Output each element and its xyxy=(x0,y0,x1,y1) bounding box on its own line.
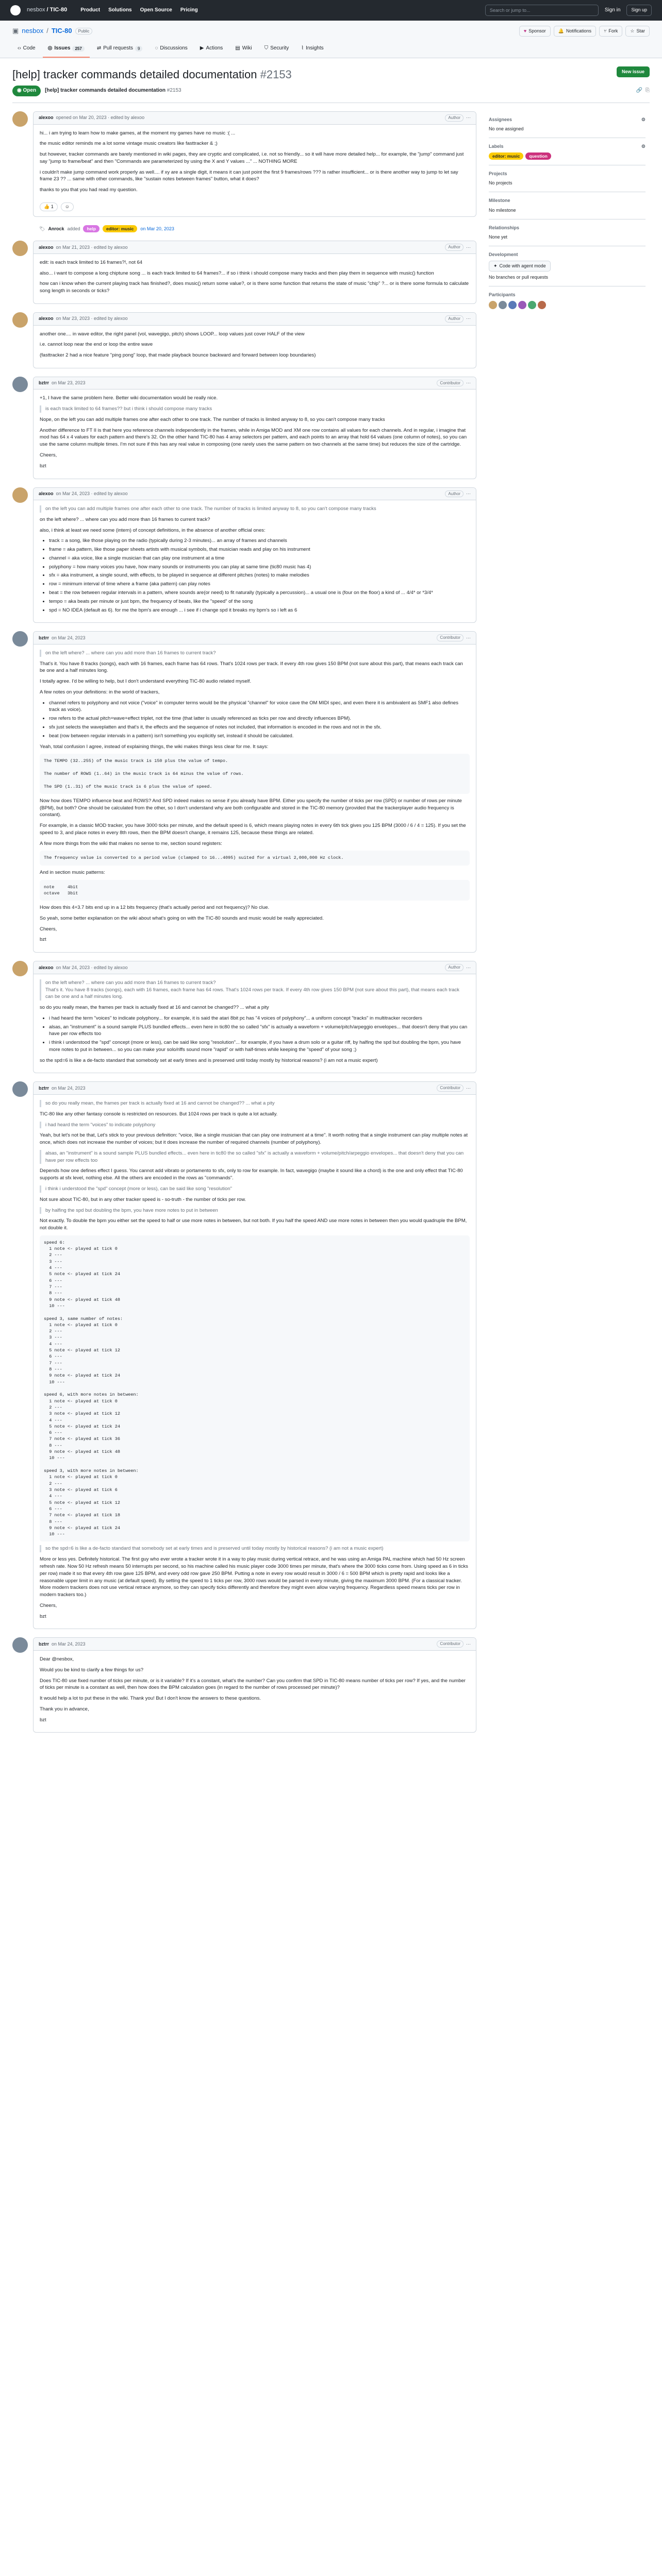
comment-author[interactable]: bztrr xyxy=(39,635,49,640)
comment-paragraph: thanks to you that you had read my question. xyxy=(40,187,138,193)
comment-body xyxy=(34,974,476,1073)
pull-request-icon: ⇄ xyxy=(96,45,102,52)
comment-paragraph: A few more things from the wiki that makes no sense to me, section sound registers: xyxy=(40,840,222,846)
comment-paragraph: +1, I have the same problem here. Better wiki documentation would be really nice. xyxy=(40,395,218,401)
comment-body xyxy=(34,1651,476,1732)
new-issue-button[interactable]: New issue xyxy=(617,66,650,77)
bell-icon: 🔔 xyxy=(558,28,564,33)
event-date[interactable]: on Mar 20, 2023 xyxy=(140,226,174,231)
participant-avatar[interactable] xyxy=(489,301,497,309)
quote-block: i had heard the term "voices" to indicate polyphony xyxy=(40,1122,470,1129)
code-block: speed 6: 1 note <- played at tick 0 2 --- 3 --- 4 --- 5 note <- played at tick 24 6 --- 7 --- 8 --- 9 note <- played at tick 48 10 --- speed 3, same number of notes: 1 note <- played at tick 0 2 --- 3 --- 4 --- 5 note <- played at tick 12 6 --- 7 --- 8 --- 9 note <- played at tick 24 10 --- speed 6, with more notes in between: 1 note <- played at tick 0 2 --- 3 note <- played at tick 12 4 --- 5 note <- played at tick 24 6 --- 7 note <- played at tick 36 8 --- 9 note <- played at tick 48 10 --- speed 3, with more notes in between: 1 note <- played at tick 0 2 --- 3 note <- played at tick 6 4 --- 5 note <- played at tick 12 6 --- 7 note <- played at tick 18 8 --- 9 note <- played at tick 24 10 --- xyxy=(40,1235,470,1542)
top-nav xyxy=(80,7,198,14)
avatar[interactable] xyxy=(12,631,28,647)
comment-paragraph: so the spd=6 is like a de-facto standard that somebody set at early times and is preserved until today mostly by historical reasons? (i am not a music expert) xyxy=(40,1057,378,1063)
sidebar-projects: Projects No projects xyxy=(489,165,646,192)
label-help[interactable]: help xyxy=(83,225,99,232)
global-header xyxy=(0,0,662,21)
repo-header: ▣ nesbox / TIC-80 Public ♥ Sponsor 🔔 Notifications ⑂ Fork ☆ Star ‹› Code ◎ Issues 257 ⇄ Pull requests 9 ◌ Discussions ▶ Actions ▤ Wiki ⛉ Security ⌇ Insights xyxy=(0,21,662,58)
tab-security[interactable]: ⛉ Security xyxy=(259,42,294,58)
comment-paragraph: It would help a lot to put these in the wiki. Thank you! But I don't know the answers to these questions. xyxy=(40,1696,261,1702)
avatar[interactable] xyxy=(12,487,28,503)
quote-block: is each track limited to 64 frames?? but i think i should compose many tracks xyxy=(40,405,470,413)
issue-title: [help] tracker commands detailed documentation #2153 xyxy=(12,67,292,81)
comment xyxy=(12,241,476,304)
copy-icon[interactable]: ⎘ xyxy=(646,88,650,94)
notes-list xyxy=(49,700,470,740)
comment-paragraph: Thank you in advance, xyxy=(40,1706,89,1712)
list-item: • track = a song, like those playing on the radio (typically during 2-3 minutes)... an array of frames and channels xyxy=(49,537,470,545)
comment-paragraph: Yeah, but let's not be that, Let's stick to your previous definition: "voice, like a single musician that can play one instrument at a time". It worth noting that a single instrument can play multiple notes at once, which does not increase the number of voices; but it does increase the number of required channels (number of polyphony). xyxy=(40,1132,468,1146)
add-reaction-icon[interactable]: ☺ xyxy=(61,202,74,211)
issue-subtitle: [help] tracker commands detailed documentation #2153 xyxy=(45,88,181,94)
participant-avatar[interactable] xyxy=(518,301,526,309)
issue-title-area xyxy=(0,58,662,103)
comment-paragraph: I totally agree. I'd be willing to help, but I don't understand everything TIC-80 audio related myself. xyxy=(40,679,252,685)
comment-paragraph: also, i think at least we need some (intern) of concept definitions, in the absence of another official ones: xyxy=(40,527,266,533)
tab-insights[interactable]: ⌇ Insights xyxy=(296,42,328,58)
comment-meta: on Mar 24, 2023 · edited by alexoo xyxy=(56,964,128,970)
list-item: • row = minimum interval of time where a frame (aka pattern) can play notes xyxy=(49,581,470,588)
list-item: • spd = NO IDEA (default as 6). for me the bpm's are enough ... i see if i change spd it breaks my bpm's so i left as 6 xyxy=(49,607,470,614)
list-item: • tempo = aka beats per minute or just bpm, the frequency of beats, like the "speed" of the song xyxy=(49,598,470,605)
comment-paragraph: (fasttracker 2 had a nice feature "ping pong" loop, that made playback bounce backward and forward between loop boundaries) xyxy=(40,352,316,359)
kebab-menu-icon[interactable]: ⋯ xyxy=(466,380,471,386)
comment xyxy=(12,377,476,479)
heart-icon: ♥ xyxy=(523,28,527,33)
timeline xyxy=(12,111,476,1741)
comment-meta: on Mar 23, 2023 xyxy=(52,380,86,386)
nav-solutions[interactable]: Solutions xyxy=(108,7,132,13)
avatar[interactable] xyxy=(12,961,28,976)
comment-author[interactable]: bztrr xyxy=(39,1641,49,1647)
comment-paragraph: Nope, on the left you can add multiple frames one after each other to one track. The number of tracks is limited anyway to 8, so you can't compose many tracks xyxy=(40,416,385,422)
list-item: • channel refers to polyphony and not voice ("voice" in computer terms would be the physical "channel" for voice cave the OM MIDI spec, and even there it is ambivalent as SMF1 also defines track as voice). xyxy=(49,700,470,714)
code-with-agent-button[interactable]: ✦ Code with agent mode xyxy=(489,261,551,272)
quote-block: by halfing the spd but doubling the bpm, you have more notes to put in between xyxy=(40,1207,470,1214)
comment-paragraph: And in section music patterns: xyxy=(40,869,105,875)
reaction-thumbs-up[interactable]: 👍 1 xyxy=(40,202,58,211)
label-editor-music[interactable]: editor: music xyxy=(103,225,137,232)
comment-paragraph: A few notes on your definitions: in the world of trackers, xyxy=(40,689,160,695)
comment-paragraph: on the left where? ... where can you add more than 16 frames to current track? xyxy=(40,516,210,522)
event-actor[interactable]: Anrock xyxy=(48,226,64,231)
quote-block: so the spd=6 is like a de-facto standard that somebody set at early times and is preserved until today mostly by historical reasons? (i am not a music expert) xyxy=(40,1545,470,1552)
sponsor-button[interactable]: ♥ Sponsor xyxy=(519,26,551,37)
quote-block: alsas, an "instrument" is a sound sample PLUS bundled effects... even here in tic80 the so called "sfx" is actually a waveform + volume/pitch/arpeggio envelopes... that doesn't deny that you can have per row effects too xyxy=(40,1150,470,1164)
nav-product[interactable]: Product xyxy=(80,7,101,13)
repo-icon: ▣ xyxy=(12,27,19,35)
shield-icon: ⛉ xyxy=(264,45,269,52)
tab-discussions[interactable]: ◌ Discussions xyxy=(150,42,192,58)
link-icon[interactable]: 🔗 xyxy=(636,88,642,94)
agent-icon: ✦ xyxy=(493,263,498,268)
avatar[interactable] xyxy=(12,312,28,328)
comment-paragraph: bzt xyxy=(40,1717,46,1723)
quote-block: i think i understood the "spd" concept (more or less), can be said like song "resolution" xyxy=(40,1185,470,1193)
star-button[interactable]: ☆ Star xyxy=(625,26,650,37)
kebab-menu-icon[interactable]: ⋯ xyxy=(466,244,471,250)
comment xyxy=(12,1081,476,1629)
quote-block: on the left you can add multiple frames one after each other to one track. The number of tracks is limited anyway to 8, so you can't compose many tracks xyxy=(40,505,470,513)
participant-avatar[interactable] xyxy=(538,301,546,309)
comment-paragraph: Depends how one defines effect I guess. You cannot add vibrato or portamento to sfx, only to row for example. In fact, wavegigo (maybe it sound like a chord) is the one and only effect that TIC-80 supports at sfx level, nothing else. All the others are encoded in the rows as "commands". xyxy=(40,1168,463,1181)
quote-block: so do you really mean, the frames per track is actually fixed at 16 and cannot be changed?? ... what a pity xyxy=(40,1100,470,1107)
star-icon: ☆ xyxy=(630,28,635,33)
comment-meta: opened on Mar 20, 2023 · edited by alexoo xyxy=(56,115,145,121)
tab-issues[interactable]: ◎ Issues 257 xyxy=(43,42,90,58)
list-item: • i think i understood the "spd" concept (more or less), can be said like song "resolution"... for example, if you have a drum solo or a guitar riff, by halfing the spd but doubling the bpm, you have more notes to put in between... so you can make your solo/riffs sound more "rapid" or with half-times while keeping the "speed" of your song ;) xyxy=(49,1039,470,1054)
comment-author[interactable]: alexoo xyxy=(39,964,54,970)
kebab-menu-icon[interactable]: ⋯ xyxy=(466,1085,471,1091)
comment-author[interactable]: alexoo xyxy=(39,490,54,496)
comment xyxy=(12,1637,476,1733)
comment-body xyxy=(34,254,476,303)
issue-open-icon: ◉ xyxy=(17,88,23,94)
comment-paragraph: how can i know when the current playing track has finished?, does music() return some value?, or is there some function that returns the state of music "chip" ?... or is there some formula to calculate song length in seconds or ticks? xyxy=(40,281,469,294)
kebab-menu-icon[interactable]: ⋯ xyxy=(466,316,471,321)
comment-body xyxy=(34,645,476,952)
label-question[interactable]: question xyxy=(525,152,551,160)
comment-body xyxy=(34,326,476,368)
owner-link[interactable]: nesbox xyxy=(27,7,45,13)
comment-paragraph: Would you be kind to clarify a few things for us? xyxy=(40,1667,144,1673)
issue-state-badge: ◉ Open xyxy=(12,86,41,96)
quote-block: on the left where? ... where can you add more than 16 frames to current track? That's it. You have 8 tracks (songs), each with 16 frames, each frame has 64 rows. That's 1024 rows per track. If every 4th row gives 150 BPM (not sure about this part), that means each track can be one and a half minutes long. xyxy=(40,979,470,1001)
list-item: • channel = aka voice, like a single musician that can play one instrument at a time xyxy=(49,555,470,562)
comment-author[interactable]: alexoo xyxy=(39,244,54,250)
comment-author[interactable]: alexoo xyxy=(39,115,54,121)
discussion-icon: ◌ xyxy=(155,45,158,52)
label-editor-music[interactable]: editor: music xyxy=(489,152,523,160)
participant-avatar[interactable] xyxy=(508,301,517,309)
comment xyxy=(12,111,476,217)
list-item: • row refers to the actual pitch+wave+effect triplet, not the time (that latter is usually referenced as ticks per row and directly influences BPM). xyxy=(49,715,470,722)
notifications-button[interactable]: 🔔 Notifications xyxy=(554,26,596,37)
nav-open-source[interactable]: Open Source xyxy=(140,7,172,13)
comment-body xyxy=(34,125,476,202)
issues-count: 257 xyxy=(72,46,84,52)
repo-owner-link[interactable]: nesbox xyxy=(22,27,44,35)
play-icon: ▶ xyxy=(200,45,204,52)
definition-list xyxy=(49,537,470,614)
comment xyxy=(12,961,476,1073)
repo-link[interactable]: TIC-80 xyxy=(49,7,68,13)
comment-paragraph: also... i want to compose a long chiptune song ... is each track limited to 64 frames?... if so i think i should compose many tracks and then play them in sequence with music() function xyxy=(40,270,434,276)
comment-paragraph: Not sure about TIC-80, but in any other tracker speed is - so-truth - the number of ticks per row. xyxy=(40,1196,246,1202)
comment-meta: on Mar 21, 2023 · edited by alexoo xyxy=(56,244,128,250)
reply-list xyxy=(49,1015,470,1054)
kebab-menu-icon[interactable]: ⋯ xyxy=(466,1641,471,1647)
comment-paragraph: That's it. You have 8 tracks (songs), each with 16 frames, each frame has 64 rows. That's 1024 rows per track. If every 4th row gives 150 BPM (not sure about this part), that means each track can be one and a half minutes long. xyxy=(40,660,463,674)
comment-paragraph: bzt xyxy=(40,937,46,943)
sidebar-participants: Participants xyxy=(489,286,646,314)
issue-icon: ◎ xyxy=(47,45,53,52)
tab-actions[interactable]: ▶ Actions xyxy=(195,42,228,58)
comment-paragraph: i couldn't make jump command work properly as well.... if xy are a single digit, it means it can just point the first 9 frames/rows ??? is rather insufficient... or is there another way to jump to let say frame 23 ?? ... same with other commands, like "sustain notes between frames" button, what it does? xyxy=(40,169,458,182)
github-logo-icon[interactable] xyxy=(10,5,21,15)
comment-meta: on Mar 24, 2023 xyxy=(52,1085,86,1091)
kebab-menu-icon[interactable]: ⋯ xyxy=(466,490,471,496)
comment-paragraph: i.e. cannot loop near the end or loop the entire wave xyxy=(40,342,153,348)
comment-author[interactable]: bztrr xyxy=(39,380,49,386)
code-icon: ‹› xyxy=(18,45,21,52)
role-badge: Author xyxy=(445,244,464,251)
comment-paragraph: Yeah, total confusion I agree, instead of explaining things, the wiki makes things less clear for me. It says: xyxy=(40,743,269,750)
comment-author[interactable]: bztrr xyxy=(39,1085,49,1091)
list-item: • beat = the row between regular intervals in a pattern, where sounds are(or need) to fit naturally (typically a percussion)... a usual one is (four on the floor) a kind of ... 4/4* or *3/4* xyxy=(49,589,470,597)
role-badge: Contributor xyxy=(437,1084,464,1092)
comment-paragraph: So yeah, some better explanation on the wiki about what's going on with the TIC-80 sounds and music would be really appreciated. xyxy=(40,915,324,921)
avatar[interactable] xyxy=(12,111,28,127)
role-badge: Author xyxy=(445,114,464,122)
role-badge: Contributor xyxy=(437,1640,464,1648)
tag-icon: 🏷 xyxy=(39,226,45,231)
comment-paragraph: edit: is each track limited to 16 frames?!, not 64 xyxy=(40,259,143,265)
tab-wiki[interactable]: ▤ Wiki xyxy=(230,42,257,58)
comment-paragraph: another one.... in wave editor, the right panel (vol, wavegigo, pitch) shows LOOP... loop values just cover HALF of the view xyxy=(40,331,305,337)
list-item: • i had heard the term "voices" to indicate polyphony... for example, it is said the atari 8bit pc has "4 voices of polyphony"... a uniform concept "tracks" in multitracker recorders xyxy=(49,1015,470,1022)
repo-name-link[interactable]: TIC-80 xyxy=(51,27,72,35)
list-item: • beat (row between regular intervals in a pattern) isn't something you explicitly set, instead it should be calculated. xyxy=(49,733,470,740)
role-badge: Author xyxy=(445,490,464,498)
visibility-badge: Public xyxy=(75,28,93,35)
list-item: • sfx = aka instrument, a single sound, with effects, to be played in sequence at different pitches (notes) to make melodies xyxy=(49,572,470,579)
comment-meta: on Mar 24, 2023 xyxy=(52,635,86,640)
comment-meta: on Mar 23, 2023 · edited by alexoo xyxy=(56,316,128,321)
comment-paragraph: bzt xyxy=(40,463,46,469)
nav-pricing[interactable]: Pricing xyxy=(180,7,198,13)
avatar[interactable] xyxy=(12,1637,28,1653)
tab-pull-requests[interactable]: ⇄ Pull requests 9 xyxy=(92,42,148,58)
fork-icon: ⑂ xyxy=(604,28,607,33)
comment-meta: on Mar 24, 2023 xyxy=(52,1641,86,1647)
comment-meta: on Mar 24, 2023 · edited by alexoo xyxy=(56,490,128,496)
sidebar xyxy=(489,111,646,1741)
sidebar-development: Development ✦ Code with agent mode No branches or pull requests xyxy=(489,246,646,286)
comment-body xyxy=(34,1095,476,1629)
kebab-menu-icon[interactable]: ⋯ xyxy=(466,115,471,121)
code-block: note 4bit octave 3bit xyxy=(40,880,470,901)
avatar[interactable] xyxy=(12,377,28,392)
role-badge: Contributor xyxy=(437,634,464,641)
quote-block: on the left where? ... where can you add more than 16 frames to current track? xyxy=(40,650,470,657)
comment xyxy=(12,487,476,623)
list-item: • frame = aka pattern, like those paper sheets artists with musical symbols, that musician reads and play on his instrument xyxy=(49,546,470,553)
comment-paragraph: Not exactly. To double the bpm you either set the speed to half or use more notes in between, but not both. If you half the speed AND use more notes in between then you would quadruple the BPM, not double it. xyxy=(40,1218,467,1231)
sign-up-button[interactable]: Sign up xyxy=(626,5,652,15)
comment-body xyxy=(34,389,476,478)
fork-button[interactable]: ⑂ Fork xyxy=(599,26,622,37)
comment-paragraph: Does TIC-80 use fixed number of ticks per minute, or is it variable? If it's a constant, what's the number? Can you confirm that SPD in TIC-80 means number of ticks per row? If yes, and the number of ticks per minute is a constant as well, then how does the BPM calculation goes (in regard to the number of rows processed per minute)? xyxy=(40,1677,466,1691)
comment-paragraph: For example, in a classic MOD tracker, you have 3000 ticks per minute, and the default speed is 6, which means playing notes in every 6th tick gives you 125 BPM (3000 / 6 / 4 = 125). If you set the speed to 3, and place notes in every 8th rows, then the BPM doesn't change, it remains 125, because these things are related. xyxy=(40,823,466,836)
book-icon: ▤ xyxy=(235,45,240,52)
comment-paragraph: bzt xyxy=(40,1613,46,1619)
comment xyxy=(12,631,476,953)
comment-paragraph: Another difference to FT II is that here you reference channels independently in the frames, while in Amiga MOD and XM one row contains all values for each channels. And in regular, i imagine that mod has 64 x 4 values for each pattern and there's 32. On the other hand TIC-80 has 4 array selectors per pattern, and each points to an array that hold 64 values (one column of notes), so you can use the same column multiple times. I'm not sure if this has any real value in composing (one rarely uses the same pattern on two channels at the same time) but reduces the size of the cartridge. xyxy=(40,427,467,448)
comment-paragraph: so do you really mean, the frames per track is actually fixed at 16 and cannot be changed?? ... what a pity xyxy=(40,1005,269,1011)
sidebar-labels: Labels ⚙ editor: music question xyxy=(489,138,646,165)
repo-tabs xyxy=(12,42,650,58)
kebab-menu-icon[interactable]: ⋯ xyxy=(466,964,471,970)
list-item: • alsas, an "instrument" is a sound sample PLUS bundled effects... even here in tic80 the so called "sfx" is actually a waveform + volume/pitch/arpeggio envelopes... that doesn't deny that you can have per row effects too xyxy=(49,1024,470,1038)
comment-author[interactable]: alexoo xyxy=(39,316,54,321)
comment-body xyxy=(34,500,476,622)
avatar[interactable] xyxy=(12,1081,28,1097)
tab-code[interactable]: ‹› Code xyxy=(12,42,41,58)
sign-in-link[interactable]: Sign in xyxy=(604,7,621,13)
pr-count: 9 xyxy=(135,46,142,52)
list-item: • polyphony = how many voices you have, how many sounds or instruments you can play at same time (tic80 music has 4) xyxy=(49,564,470,571)
comment-paragraph: Now how does TEMPO influence beat and ROWS? And SPD indeed makes no sense if you already have BPM. Either you specify the number of ticks per row (SPD) or number of rows per minute (BPM), but both? One should be calculated from the other, so I don't understand why are both configurable and stored in the TIC-80 memory (provided that the trackerplayer audio frequency is constant). xyxy=(40,798,462,818)
role-badge: Author xyxy=(445,964,464,971)
sidebar-milestone: Milestone No milestone xyxy=(489,192,646,219)
comment-paragraph: Dear @nesbox, xyxy=(40,1656,74,1662)
sidebar-assignees: Assignees ⚙ No one assigned xyxy=(489,111,646,138)
role-badge: Author xyxy=(445,315,464,323)
code-block: The TEMPO (32..255) of the music track is 150 plus the value of tempo. The number of ROWS (1..64) in the music track is 64 minus the value of rows. The SPD (1..31) of the music track is 6 plus the value of speed. xyxy=(40,754,470,794)
comment-paragraph: but however, tracker commands are barely mentioned in wiki pages, they are cryptic and complicated, i.e. not so friendly... so it will have more detailed help... for example, the "jump" command just say "jump to frame/beat" and then "Commands are parameterized by using the X and Y values ..." ... NOTHING MORE xyxy=(40,151,464,164)
kebab-menu-icon[interactable]: ⋯ xyxy=(466,635,471,640)
code-block: The frequency value is converted to a period value (clamped to 16...4095) suited for a virtual 2,000,000 Hz clock. xyxy=(40,851,470,865)
breadcrumb[interactable]: nesbox / TIC-80 xyxy=(27,7,68,13)
comment-paragraph: Cheers, xyxy=(40,452,57,458)
graph-icon: ⌇ xyxy=(301,45,304,52)
comment-paragraph: TIC-80 like any other fantasy console is restricted on resources. But 1024 rows per track is quite a lot actually. xyxy=(40,1111,278,1117)
comment-paragraph: hi... i am trying to learn how to make games, at the moment my games have no music :( ... xyxy=(40,130,236,136)
comment-paragraph: Cheers, xyxy=(40,1602,57,1608)
role-badge: Contributor xyxy=(437,380,464,387)
list-item: • sfx just selects the waveplatten and that's it, the effects and the sequence of notes not included, that information is encoded in the rows and not in the sfx. xyxy=(49,724,470,731)
gear-icon[interactable]: ⚙ xyxy=(641,144,646,149)
search-input[interactable]: Search or jump to... xyxy=(485,5,599,16)
participant-avatar[interactable] xyxy=(528,301,536,309)
gear-icon[interactable]: ⚙ xyxy=(641,116,646,122)
participant-avatar[interactable] xyxy=(499,301,507,309)
comment-paragraph: Cheers, xyxy=(40,926,57,932)
comment xyxy=(12,312,476,368)
comment-paragraph: More or less yes. Definitely historical. The first guy who ever wrote a tracker wrote it in a way to play music during vertical retrace, and he was using an Amiga PAL machine which had 50 Hz screen refresh rate. Now 50 Hz refresh means 50 interrupts per second, so his machine called his music player code 3000 times per minute, that's where the 3000 ticks come from. Using speed as 6 in ticks per row) made it so that every 4th row gave 125 BPM, and every odd row gave 250 BPM. Putting a note in every row would result in 3000 / 6 = 500 BPM which is pretty rapid and looks like a reasonable upper limit in any music (at default speed). By setting the speed to 1 ticks per row, 3000 rows would be parsed in every minute, giving the maximum 3000 BPM. (For a classical tracker. More modern trackers does not use vertical retrace anymore, so they can specify ticks differently and therefore they might even allow varying frequency. Regardless speed means ticks per row in modern trackers too.) xyxy=(40,1556,468,1598)
avatar[interactable] xyxy=(12,241,28,256)
label-event: 🏷 Anrock added help editor: music on Mar 20, 2023 xyxy=(39,225,476,232)
sidebar-relationships: Relationships None yet xyxy=(489,219,646,246)
comment-paragraph: How does this 4+3.7 bits end up in a 12 bits frequency (that's actually period and not frequency)? No clue. xyxy=(40,905,270,911)
comment-paragraph: the music editor reminds me a lot some vintage music creators like fasttracker & ;) xyxy=(40,141,218,147)
